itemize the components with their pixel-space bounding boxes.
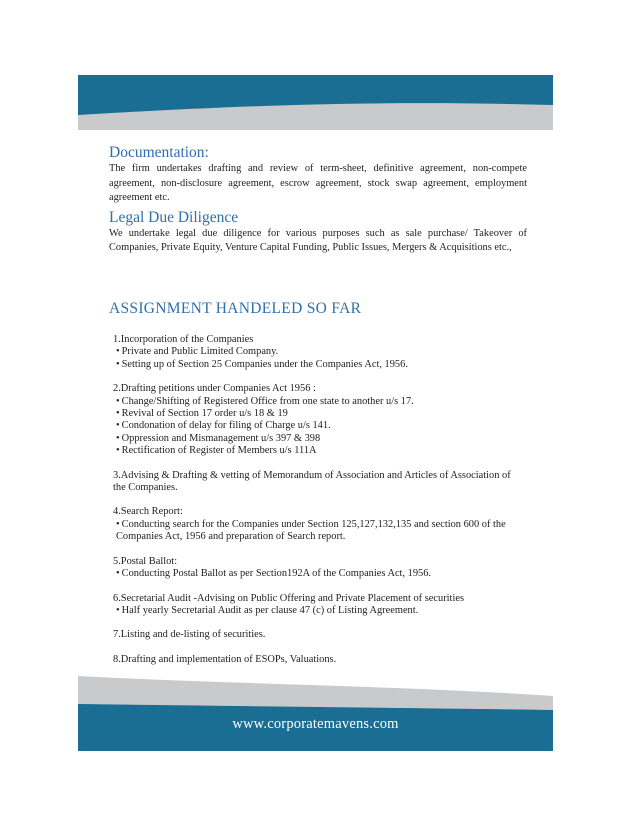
due-diligence-heading: Legal Due Diligence <box>109 208 239 226</box>
assignment-bullet: • Setting up of Section 25 Companies under the Companies Act, 1956. <box>113 359 525 371</box>
assignment-title: 8.Drafting and implementation of ESOPs, Valuations. <box>113 653 337 665</box>
assignment-bullet: • Private and Public Limited Company. <box>113 346 525 358</box>
assignment-title: 2.Drafting petitions under Companies Act 1956 : <box>113 383 316 395</box>
assignment-title: 3.Advising & Drafting & vetting of Memorandum of Association and Articles of Association of the Companies. <box>113 469 511 494</box>
assignments-heading: ASSIGNMENT HANDELED SO FAR <box>109 300 362 317</box>
assignment-item <box>113 470 525 495</box>
assignment-title: 4.Search Report: <box>113 506 183 518</box>
due-diligence-text: We undertake legal due diligence for various purposes such as sale purchase/ Takeover of Companies, Private Equity, Venture Capital Funding, Public Issues, Mergers & Acquisitions etc., <box>109 227 527 254</box>
assignment-item <box>113 593 525 618</box>
footer-band <box>78 676 553 751</box>
assignment-item <box>113 556 525 581</box>
assignment-title: 6.Secretarial Audit -Advising on Public Offering and Private Placement of securities <box>113 592 464 604</box>
assignment-bullet: • Rectification of Register of Members u/s 111A <box>113 445 525 457</box>
assignment-title: 5.Postal Ballot: <box>113 555 178 567</box>
assignment-title: 7.Listing and de-listing of securities. <box>113 629 266 641</box>
documentation-heading: Documentation: <box>109 144 209 161</box>
documentation-text: The firm undertakes drafting and review of term-sheet, definitive agreement, non-compete agreement, non-disclosure agreement, escrow agreement, stock swap agreement, employment agreement etc. <box>109 163 527 204</box>
assignment-item <box>113 506 525 543</box>
assignment-item <box>113 654 525 666</box>
header-band <box>78 75 553 130</box>
assignments-list <box>113 334 525 678</box>
assignment-bullet: • Conducting Postal Ballot as per Section192A of the Companies Act, 1956. <box>113 568 525 580</box>
assignment-bullet: • Condonation of delay for filing of Charge u/s 141. <box>113 420 525 432</box>
intro-content <box>109 144 527 256</box>
assignment-bullet: • Change/Shifting of Registered Office from one state to another u/s 17. <box>113 396 525 408</box>
assignment-title: 1.Incorporation of the Companies <box>113 334 254 345</box>
assignment-item <box>113 334 525 371</box>
footer-website: www.corporatemavens.com <box>232 716 399 732</box>
assignment-bullet: • Half yearly Secretarial Audit as per clause 47 (c) of Listing Agreement. <box>113 605 525 617</box>
assignment-bullet: • Revival of Section 17 order u/s 18 & 19 <box>113 408 525 420</box>
assignment-item <box>113 383 525 457</box>
assignment-bullet: • Conducting search for the Companies under Section 125,127,132,135 and section 600 of the Companies Act, 1956 and preparation of Search report. <box>113 519 525 544</box>
assignment-bullet: • Oppression and Mismanagement u/s 397 & 398 <box>113 433 525 445</box>
assignment-item <box>113 629 525 641</box>
